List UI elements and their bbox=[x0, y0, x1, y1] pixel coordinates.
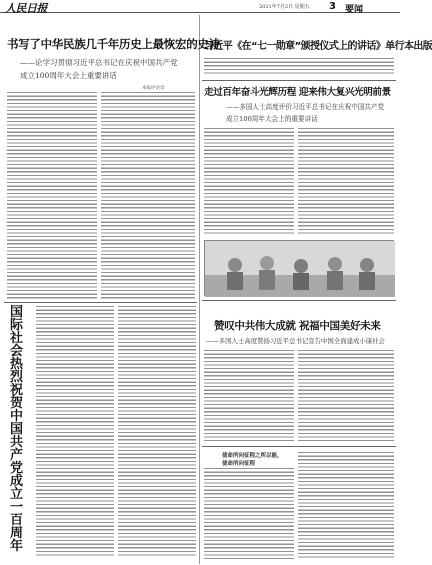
left-article-bottom-rule bbox=[4, 302, 197, 303]
vertical-headline-char: 共 bbox=[9, 435, 23, 450]
vertical-headline-char: 会 bbox=[9, 344, 23, 359]
masthead bbox=[0, 0, 400, 13]
column-divider bbox=[199, 15, 200, 564]
right-mid-subtitle-2: 成立100周年大会上的重要讲话 bbox=[226, 115, 318, 123]
vertical-headline bbox=[3, 305, 30, 554]
left-article-byline: 本报评论员 bbox=[142, 86, 165, 91]
vertical-headline-char: 社 bbox=[9, 331, 23, 346]
right-mid-bottom-rule bbox=[202, 300, 396, 301]
news-photo bbox=[204, 240, 394, 296]
bottom-box-heading-2: 使命所向征程 bbox=[222, 461, 256, 467]
vertical-headline-char: 成 bbox=[9, 474, 23, 489]
vertical-headline-char: 际 bbox=[9, 318, 23, 333]
vertical-headline-char: 热 bbox=[9, 357, 23, 372]
right-top-headline: 习近平《在“七一勋章”颁授仪式上的讲话》单行本出版 bbox=[204, 41, 432, 52]
vertical-headline-char: 一 bbox=[9, 500, 23, 515]
right-bottom-subtitle: ——多国人士高度赞扬习近平总书记宣告中国全面建成小康社会 bbox=[206, 337, 385, 345]
right-bottom-headline: 赞叹中共伟大成就 祝福中国美好未来 bbox=[214, 320, 381, 332]
right-mid-body-column-1 bbox=[204, 128, 294, 236]
left-article-headline: 书写了中华民族几千年历史上最恢宏的史诗 bbox=[7, 37, 220, 51]
vertical-headline-char: 立 bbox=[9, 487, 23, 502]
page-section-name: 要闻 bbox=[345, 5, 364, 15]
issue-date: 2021年7月2日 星期五 bbox=[259, 4, 310, 10]
newspaper-logo: 人民日报 bbox=[5, 2, 47, 15]
left-lower-body-column-2 bbox=[118, 306, 196, 558]
vertical-headline-char: 周 bbox=[9, 526, 23, 541]
left-article-subtitle-1: ——论学习贯彻习近平总书记在庆祝中国共产党 bbox=[20, 58, 178, 67]
bottom-box-body-column-1 bbox=[204, 468, 294, 560]
vertical-headline-char: 党 bbox=[9, 461, 23, 476]
vertical-headline-char: 产 bbox=[9, 448, 23, 463]
right-bottom-divider bbox=[202, 446, 396, 447]
bottom-box-body-column-2 bbox=[298, 452, 394, 560]
vertical-headline-char: 国 bbox=[9, 305, 23, 320]
right-top-bottom-rule bbox=[202, 80, 396, 81]
page-number: 3 bbox=[329, 1, 336, 12]
right-top-body bbox=[204, 58, 394, 76]
vertical-headline-char: 国 bbox=[9, 422, 23, 437]
right-mid-body-column-2 bbox=[298, 128, 394, 236]
bottom-box-heading-1: 使命所向征程之所以能， bbox=[222, 453, 283, 459]
right-mid-subtitle-1: ——多国人士高度评价习近平总书记在庆祝中国共产党 bbox=[226, 103, 385, 111]
vertical-headline-char: 百 bbox=[9, 513, 23, 528]
vertical-headline-char: 祝 bbox=[9, 383, 23, 398]
right-bottom-body-column-1 bbox=[204, 350, 294, 442]
vertical-headline-char: 贺 bbox=[9, 396, 23, 411]
left-article-body-column-2 bbox=[101, 92, 195, 300]
left-lower-body-column-1 bbox=[36, 306, 114, 558]
vertical-headline-char: 中 bbox=[9, 409, 23, 424]
left-article-body-column-1 bbox=[7, 92, 97, 300]
right-bottom-body-column-2 bbox=[298, 350, 394, 442]
right-mid-headline: 走过百年奋斗光辉历程 迎来伟大复兴光明前景 bbox=[204, 87, 391, 98]
left-article-subtitle-2: 成立100周年大会上重要讲话 bbox=[20, 71, 117, 80]
vertical-headline-char: 年 bbox=[9, 539, 23, 554]
vertical-headline-char: 烈 bbox=[9, 370, 23, 385]
